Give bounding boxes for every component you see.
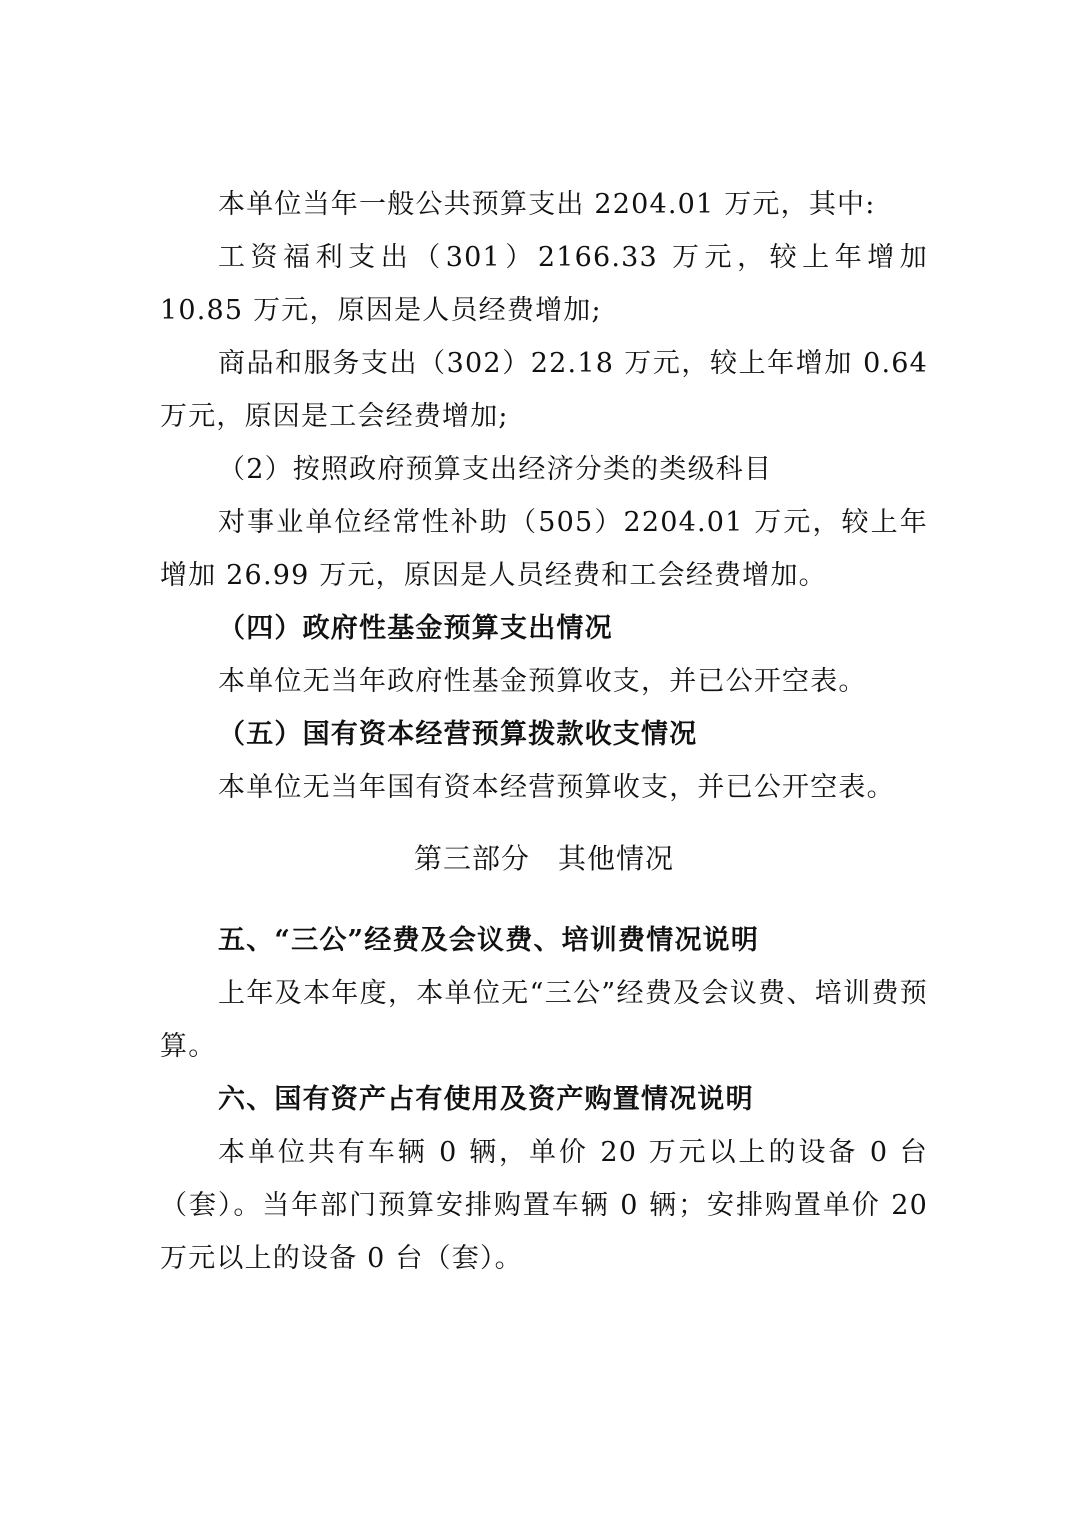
paragraph-three-public: 上年及本年度，本单位无“三公”经费及会议费、培训费预算。 xyxy=(160,978,928,1062)
paragraph-subsidy: 对事业单位经常性补助（505）2204.01 万元，较上年增加 26.99 万元，原因是人员经费和工会经费增加。 xyxy=(160,507,928,591)
paragraph-state-capital: 本单位无当年国有资本经营预算收支，并已公开空表。 xyxy=(218,772,895,803)
paragraph-goods-services: 商品和服务支出（302）22.18 万元，较上年增加 0.64 万元，原因是工会经费增加; xyxy=(160,348,928,432)
heading-state-assets: 六、国有资产占有使用及资产购置情况说明 xyxy=(218,1084,754,1115)
section-name: 其他情况 xyxy=(558,842,675,875)
heading-state-capital: （五）国有资本经营预算拨款收支情况 xyxy=(218,719,698,750)
section-part: 第三部分 xyxy=(413,842,530,875)
document-page xyxy=(160,178,928,1285)
section-title xyxy=(160,832,928,886)
heading-gov-fund: （四）政府性基金预算支出情况 xyxy=(218,613,613,644)
paragraph-economic-class: （2）按照政府预算支出经济分类的类级科目 xyxy=(218,454,773,485)
paragraph-state-assets: 本单位共有车辆 0 辆，单价 20 万元以上的设备 0 台（套）。当年部门预算安排购置车辆 0 辆；安排购置单价 20 万元以上的设备 0 台（套）。 xyxy=(160,1137,928,1274)
paragraph-general-budget: 本单位当年一般公共预算支出 2204.01 万元，其中: xyxy=(218,189,876,220)
paragraph-gov-fund: 本单位无当年政府性基金预算收支，并已公开空表。 xyxy=(218,666,867,697)
paragraph-salary-welfare: 工资福利支出（301）2166.33 万元，较上年增加 10.85 万元，原因是人员经费增加; xyxy=(160,242,928,326)
heading-three-public: 五、“三公”经费及会议费、培训费情况说明 xyxy=(218,925,760,956)
